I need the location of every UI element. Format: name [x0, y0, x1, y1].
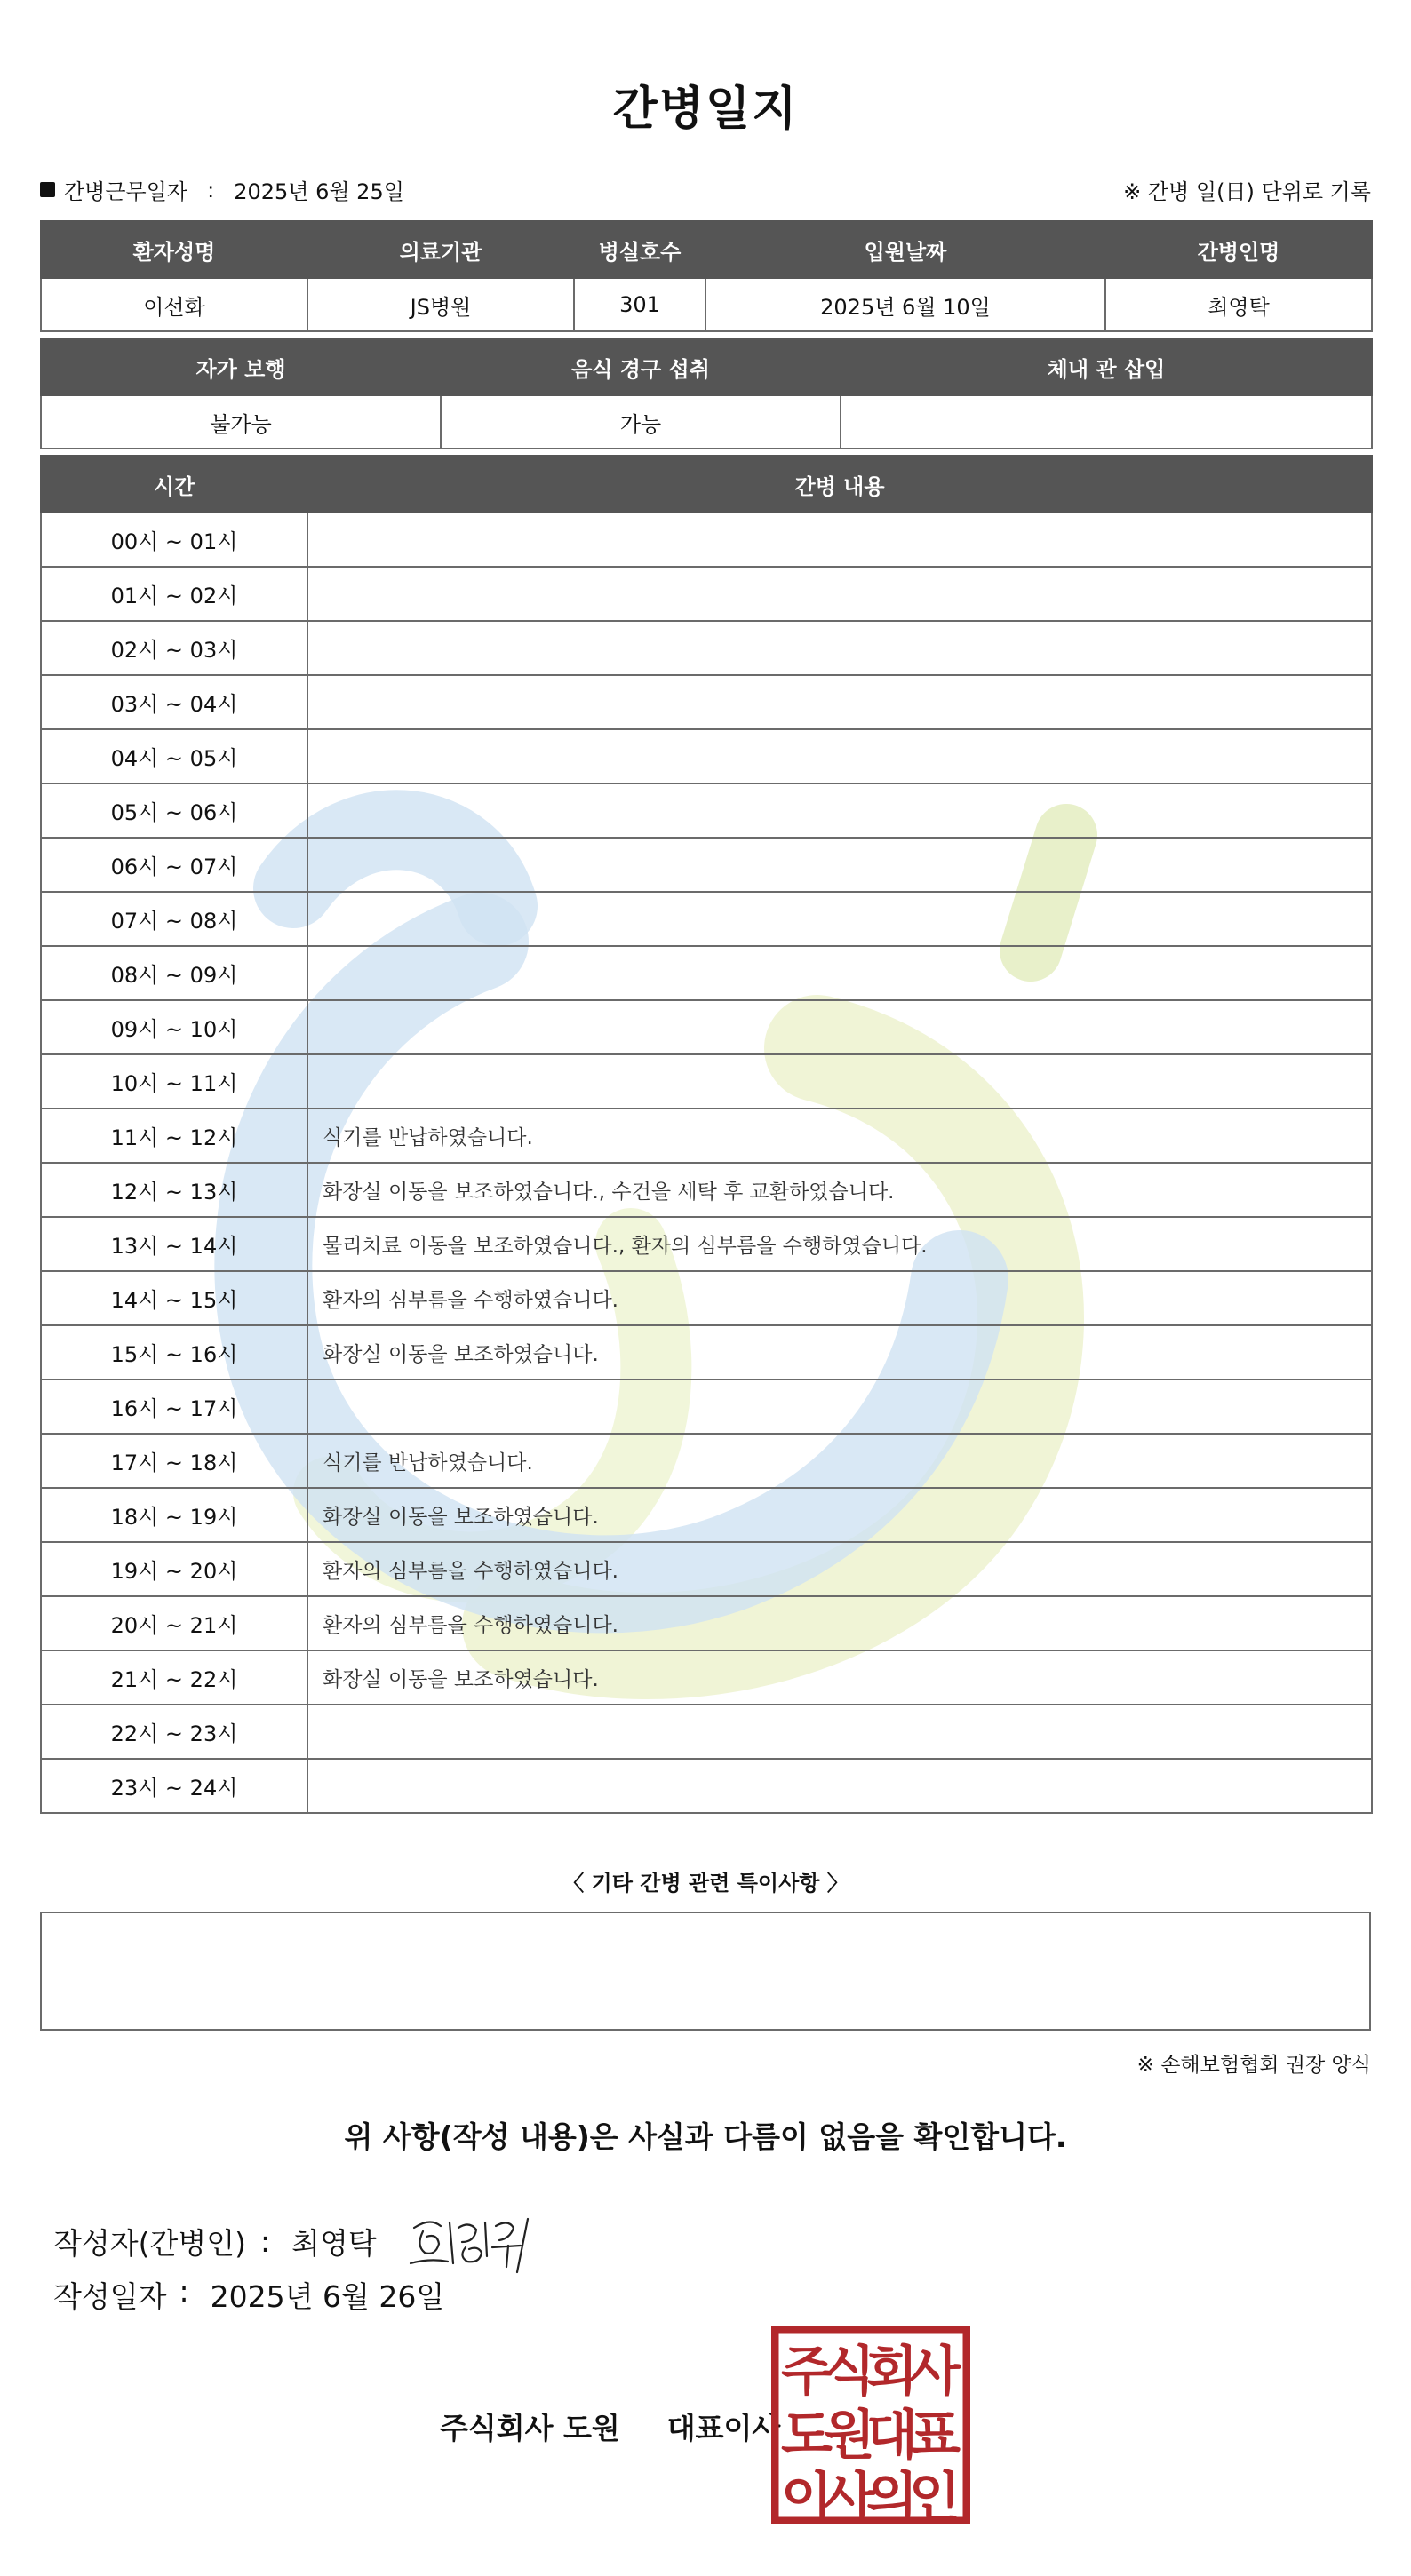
care-content: [307, 838, 1372, 892]
care-content: [307, 1759, 1372, 1813]
time-slot: 19시 ~ 20시: [41, 1542, 307, 1596]
care-content: [307, 892, 1372, 946]
time-slot: 14시 ~ 15시: [41, 1271, 307, 1325]
header-time: 시간: [41, 456, 307, 513]
care-log-row: [41, 513, 1372, 567]
work-date-label: 간병근무일자: [64, 179, 188, 204]
patient-info-table: [40, 220, 1373, 332]
writer-label: 작성자(간병인): [53, 2225, 247, 2261]
writer-name: 최영탁: [291, 2225, 377, 2261]
care-log-row: [41, 1163, 1372, 1217]
care-log-row: [41, 1759, 1372, 1813]
care-content: [307, 783, 1372, 838]
date-row: [53, 2274, 444, 2316]
care-log-row: [41, 729, 1372, 783]
care-content: [307, 1379, 1372, 1434]
time-slot: 06시 ~ 07시: [41, 838, 307, 892]
header-oral-intake: 음식 경구 섭취: [441, 338, 841, 395]
time-slot: 03시 ~ 04시: [41, 675, 307, 729]
header-self-walking: 자가 보행: [41, 338, 441, 395]
time-slot: 09시 ~ 10시: [41, 1000, 307, 1054]
seal-character: 주: [781, 2341, 833, 2403]
care-log-row: [41, 1596, 1372, 1650]
time-slot: 10시 ~ 11시: [41, 1054, 307, 1109]
care-log-row: [41, 1109, 1372, 1163]
care-content: [307, 675, 1372, 729]
care-content: 식기를 반납하였습니다.: [307, 1434, 1372, 1488]
time-slot: 16시 ~ 17시: [41, 1379, 307, 1434]
care-content: 환자의 심부름을 수행하였습니다.: [307, 1596, 1372, 1650]
time-slot: 21시 ~ 22시: [41, 1650, 307, 1705]
admission-date-value: 2025년 6월 10일: [706, 278, 1105, 331]
time-slot: 23시 ~ 24시: [41, 1759, 307, 1813]
header-care-content: 간병 내용: [307, 456, 1372, 513]
care-log-row: [41, 567, 1372, 621]
meta-row: [40, 174, 1371, 210]
time-slot: 08시 ~ 09시: [41, 946, 307, 1000]
care-log-row: [41, 892, 1372, 946]
patient-status-table: [40, 338, 1373, 449]
care-log-row: [41, 1000, 1372, 1054]
header-patient-name: 환자성명: [41, 221, 307, 278]
time-slot: 20시 ~ 21시: [41, 1596, 307, 1650]
seal-character: 이: [781, 2467, 833, 2524]
care-log-row: [41, 1488, 1372, 1542]
company-seal-stamp: [771, 2326, 970, 2524]
time-slot: 07시 ~ 08시: [41, 892, 307, 946]
tube-insertion-value: [841, 395, 1372, 449]
time-slot: 05시 ~ 06시: [41, 783, 307, 838]
care-log-row: [41, 1054, 1372, 1109]
company-name: 주식회사 도원: [440, 2411, 620, 2445]
confirmation-statement: 위 사항(작성 내용)은 사실과 다름이 없음을 확인합니다.: [344, 2119, 1067, 2154]
care-log-row: [41, 946, 1372, 1000]
care-content: 화장실 이동을 보조하였습니다.: [307, 1650, 1372, 1705]
care-log-row: [41, 1217, 1372, 1271]
care-content: [307, 729, 1372, 783]
colon: :: [260, 2223, 271, 2259]
seal-character: 도: [781, 2405, 833, 2467]
colon: :: [207, 177, 215, 203]
time-slot: 11시 ~ 12시: [41, 1109, 307, 1163]
work-date-value: 2025년 6월 25일: [234, 179, 404, 204]
header-tube-insertion: 체내 관 삽입: [841, 338, 1372, 395]
seal-character: 표: [909, 2405, 961, 2467]
daily-record-note: ※ 간병 일(日) 단위로 기록: [1123, 179, 1371, 204]
special-notes-title: 〈 기타 간병 관련 특이사항 〉: [562, 1871, 849, 1896]
company-representative-title: 대표이사: [666, 2411, 781, 2445]
time-slot: 22시 ~ 23시: [41, 1705, 307, 1759]
document-title: 간병일지: [612, 83, 799, 136]
care-log-row: [41, 1542, 1372, 1596]
care-log-row: [41, 1379, 1372, 1434]
seal-character: 사: [824, 2467, 875, 2524]
time-slot: 13시 ~ 14시: [41, 1217, 307, 1271]
self-walking-value: 불가능: [41, 395, 441, 449]
care-content: 물리치료 이동을 보조하였습니다., 환자의 심부름을 수행하였습니다.: [307, 1217, 1372, 1271]
care-content: [307, 567, 1372, 621]
care-content: [307, 946, 1372, 1000]
care-content: 환자의 심부름을 수행하였습니다.: [307, 1271, 1372, 1325]
seal-character: 의: [866, 2467, 918, 2524]
seal-character: 인: [909, 2467, 961, 2524]
time-slot: 12시 ~ 13시: [41, 1163, 307, 1217]
care-log-row: [41, 1705, 1372, 1759]
care-content: 화장실 이동을 보조하였습니다., 수건을 세탁 후 교환하였습니다.: [307, 1163, 1372, 1217]
time-slot: 01시 ~ 02시: [41, 567, 307, 621]
care-log-row: [41, 1434, 1372, 1488]
care-log-row: [41, 783, 1372, 838]
care-content: [307, 513, 1372, 567]
caregiver-name-value: 최영탁: [1105, 278, 1372, 331]
care-log-table: [40, 455, 1373, 1814]
seal-character: 대: [866, 2405, 918, 2467]
care-content: [307, 621, 1372, 675]
time-slot: 02시 ~ 03시: [41, 621, 307, 675]
time-slot: 04시 ~ 05시: [41, 729, 307, 783]
special-notes-box: [40, 1912, 1371, 2031]
care-content: 화장실 이동을 보조하였습니다.: [307, 1325, 1372, 1379]
care-log-row: [41, 621, 1372, 675]
time-slot: 17시 ~ 18시: [41, 1434, 307, 1488]
seal-character: 사: [909, 2341, 961, 2403]
care-content: [307, 1705, 1372, 1759]
care-content: 화장실 이동을 보조하였습니다.: [307, 1488, 1372, 1542]
room-number-value: 301: [574, 278, 706, 331]
care-content: [307, 1054, 1372, 1109]
time-slot: 00시 ~ 01시: [41, 513, 307, 567]
seal-character: 회: [866, 2341, 918, 2403]
care-content: [307, 1000, 1372, 1054]
care-log-row: [41, 1271, 1372, 1325]
bullet-square-icon: [40, 182, 55, 197]
writer-row: [53, 2201, 554, 2281]
patient-name-value: 이선화: [41, 278, 307, 331]
header-caregiver-name: 간병인명: [1105, 221, 1372, 278]
care-content: 환자의 심부름을 수행하였습니다.: [307, 1542, 1372, 1596]
care-content: 식기를 반납하였습니다.: [307, 1109, 1372, 1163]
care-log-row: [41, 838, 1372, 892]
company-signature-line: [440, 2405, 780, 2447]
header-room-number: 병실호수: [574, 221, 706, 278]
care-log-row: [41, 1650, 1372, 1705]
oral-intake-value: 가능: [441, 395, 841, 449]
hospital-value: JS병원: [307, 278, 574, 331]
colon: :: [179, 2274, 189, 2309]
date-value: 2025년 6월 26일: [210, 2279, 445, 2314]
care-log-row: [41, 1325, 1372, 1379]
header-hospital: 의료기관: [307, 221, 574, 278]
handwritten-signature: [403, 2201, 554, 2281]
seal-character: 식: [824, 2341, 875, 2403]
time-slot: 18시 ~ 19시: [41, 1488, 307, 1542]
date-label: 작성일자: [53, 2279, 167, 2314]
care-log-row: [41, 675, 1372, 729]
seal-character: 원: [824, 2405, 875, 2467]
time-slot: 15시 ~ 16시: [41, 1325, 307, 1379]
header-admission-date: 입원날짜: [706, 221, 1105, 278]
source-note: ※ 손해보험협회 권장 양식: [1136, 2054, 1371, 2077]
